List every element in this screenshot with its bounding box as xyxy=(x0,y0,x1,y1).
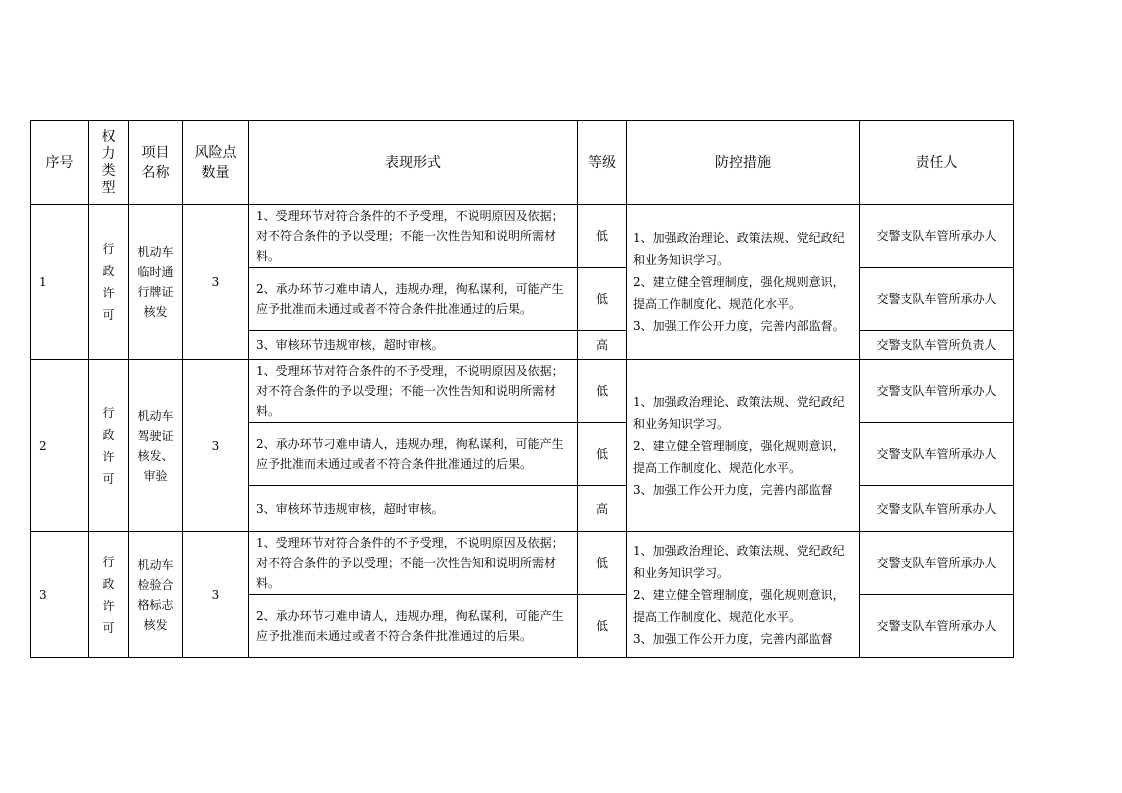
grade-cell: 低 xyxy=(578,423,627,486)
grade-cell: 高 xyxy=(578,486,627,532)
header-type: 权力类型 xyxy=(89,121,129,205)
owner-cell: 交警支队车管所承办人 xyxy=(860,205,1014,268)
header-owner: 责任人 xyxy=(860,121,1014,205)
table-row xyxy=(31,360,1014,423)
seq-cell: 2 xyxy=(31,360,89,532)
form-cell: 2、承办环节刁难申请人，违规办理，徇私谋利，可能产生应予批准而未通过或者不符合条件批准通过的后果。 xyxy=(249,595,578,658)
grade-cell: 低 xyxy=(578,205,627,268)
form-cell: 2、承办环节刁难申请人，违规办理，徇私谋利，可能产生应予批准而未通过或者不符合条件批准通过的后果。 xyxy=(249,423,578,486)
risk-count-cell: 3 xyxy=(183,205,249,360)
owner-cell: 交警支队车管所承办人 xyxy=(860,423,1014,486)
header-form: 表现形式 xyxy=(249,121,578,205)
form-cell: 3、审核环节违规审核，超时审核。 xyxy=(249,486,578,532)
seq-cell: 1 xyxy=(31,205,89,360)
owner-cell: 交警支队车管所承办人 xyxy=(860,360,1014,423)
table-row xyxy=(31,532,1014,595)
table-row xyxy=(31,205,1014,268)
project-name-cell: 机动车检验合格标志核发 xyxy=(129,532,183,658)
risk-count-cell: 3 xyxy=(183,532,249,658)
grade-cell: 低 xyxy=(578,360,627,423)
measure-cell: 1、加强政治理论、政策法规、党纪政纪和业务知识学习。 2、建立健全管理制度，强化规则意识，提高工作制度化、规范化水平。 3、加强工作公开力度，完善内部监督 xyxy=(627,360,860,532)
power-type-cell: 行政许可 xyxy=(89,360,129,532)
form-cell: 2、承办环节刁难申请人，违规办理，徇私谋利，可能产生应予批准而未通过或者不符合条件批准通过的后果。 xyxy=(249,268,578,331)
grade-cell: 高 xyxy=(578,331,627,360)
header-measure: 防控措施 xyxy=(627,121,860,205)
seq-cell: 3 xyxy=(31,532,89,658)
table-header-row xyxy=(31,121,1014,205)
power-type-cell: 行政许可 xyxy=(89,532,129,658)
power-type-cell: 行政许可 xyxy=(89,205,129,360)
form-cell: 1、受理环节对符合条件的不予受理，不说明原因及依据；对不符合条件的予以受理；不能一次性告知和说明所需材料。 xyxy=(249,532,578,595)
grade-cell: 低 xyxy=(578,532,627,595)
risk-table xyxy=(30,120,1014,658)
header-grade: 等级 xyxy=(578,121,627,205)
grade-cell: 低 xyxy=(578,595,627,658)
header-name: 项目名称 xyxy=(129,121,183,205)
measure-cell: 1、加强政治理论、政策法规、党纪政纪和业务知识学习。 2、建立健全管理制度，强化规则意识，提高工作制度化、规范化水平。 3、加强工作公开力度，完善内部监督 xyxy=(627,532,860,658)
owner-cell: 交警支队车管所负责人 xyxy=(860,331,1014,360)
owner-cell: 交警支队车管所承办人 xyxy=(860,486,1014,532)
form-cell: 1、受理环节对符合条件的不予受理，不说明原因及依据；对不符合条件的予以受理；不能一次性告知和说明所需材料。 xyxy=(249,205,578,268)
owner-cell: 交警支队车管所承办人 xyxy=(860,268,1014,331)
owner-cell: 交警支队车管所承办人 xyxy=(860,595,1014,658)
project-name-cell: 机动车临时通行牌证核发 xyxy=(129,205,183,360)
project-name-cell: 机动车驾驶证核发、审验 xyxy=(129,360,183,532)
grade-cell: 低 xyxy=(578,268,627,331)
form-cell: 1、受理环节对符合条件的不予受理，不说明原因及依据；对不符合条件的予以受理；不能一次性告知和说明所需材料。 xyxy=(249,360,578,423)
form-cell: 3、审核环节违规审核，超时审核。 xyxy=(249,331,578,360)
owner-cell: 交警支队车管所承办人 xyxy=(860,532,1014,595)
header-seq: 序号 xyxy=(31,121,89,205)
header-count: 风险点数量 xyxy=(183,121,249,205)
measure-cell: 1、加强政治理论、政策法规、党纪政纪和业务知识学习。 2、建立健全管理制度，强化规则意识，提高工作制度化、规范化水平。 3、加强工作公开力度，完善内部监督。 xyxy=(627,205,860,360)
risk-count-cell: 3 xyxy=(183,360,249,532)
